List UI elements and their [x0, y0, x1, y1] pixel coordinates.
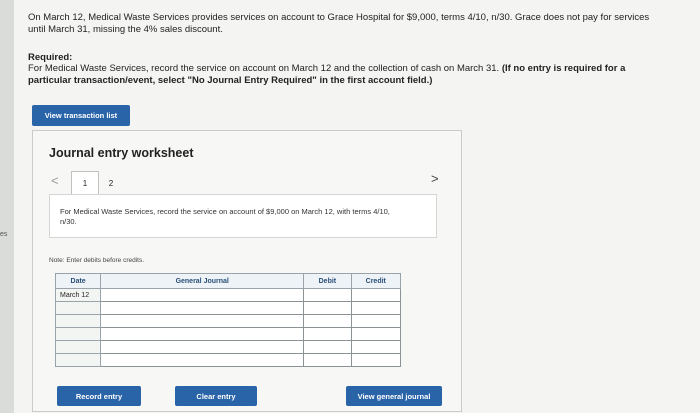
table-row	[56, 315, 401, 328]
credit-input[interactable]	[351, 302, 400, 315]
chevron-right-icon[interactable]: >	[431, 171, 439, 186]
view-general-journal-button[interactable]: View general journal	[346, 386, 442, 406]
required-text	[28, 63, 658, 86]
problem-text: On March 12, Medical Waste Services provides services on account to Grace Hospital for $9,000, terms 4/10, n/30. Grace does not pay for services until March 31, missing the 4% sales discount.	[28, 12, 650, 35]
credit-input[interactable]	[351, 289, 400, 302]
debit-input[interactable]	[304, 289, 351, 302]
sidebar-label: es	[0, 231, 8, 238]
date-cell	[56, 302, 101, 315]
debit-input[interactable]	[304, 302, 351, 315]
table-row	[56, 328, 401, 341]
date-cell: March 12	[56, 289, 101, 302]
clear-entry-button[interactable]: Clear entry	[175, 386, 257, 406]
account-input[interactable]	[101, 289, 304, 302]
table-row	[56, 289, 401, 302]
date-cell	[56, 328, 101, 341]
record-entry-button[interactable]: Record entry	[57, 386, 141, 406]
journal-entry-worksheet	[32, 130, 462, 412]
column-header-credit: Credit	[351, 274, 400, 289]
left-sidebar-strip	[0, 0, 15, 413]
required-instruction: For Medical Waste Services, record the service on account on March 12 and the collection of cash on March 31.	[28, 63, 500, 74]
account-input[interactable]	[101, 315, 304, 328]
credit-input[interactable]	[351, 315, 400, 328]
note-text: Note: Enter debits before credits.	[49, 257, 145, 264]
page-tab-1[interactable]: 1	[71, 171, 99, 194]
account-input[interactable]	[101, 341, 304, 354]
debit-input[interactable]	[304, 315, 351, 328]
chevron-left-icon[interactable]: <	[51, 173, 59, 188]
credit-input[interactable]	[351, 328, 400, 341]
table-header-row	[56, 274, 401, 289]
account-input[interactable]	[101, 354, 304, 367]
date-cell	[56, 315, 101, 328]
page-tab-2[interactable]: 2	[108, 178, 114, 188]
instruction-box	[49, 194, 437, 238]
debit-input[interactable]	[304, 328, 351, 341]
table-row	[56, 341, 401, 354]
account-input[interactable]	[101, 328, 304, 341]
column-header-general-journal: General Journal	[101, 274, 304, 289]
debit-input[interactable]	[304, 354, 351, 367]
column-header-debit: Debit	[304, 274, 351, 289]
credit-input[interactable]	[351, 354, 400, 367]
date-cell	[56, 341, 101, 354]
table-row	[56, 354, 401, 367]
debit-input[interactable]	[304, 341, 351, 354]
required-label: Required:	[28, 52, 73, 63]
worksheet-title: Journal entry worksheet	[49, 146, 194, 160]
table-row	[56, 302, 401, 315]
journal-table	[55, 273, 401, 367]
view-transaction-list-button[interactable]: View transaction list	[32, 105, 130, 126]
required-note: (If no entry is required for a particular transaction/event, select "No Journal Entry Required" in the first account field.)	[28, 63, 626, 86]
date-cell	[56, 354, 101, 367]
instruction-text: For Medical Waste Services, record the service on account of $9,000 on March 12, with terms 4/10, n/30.	[60, 207, 390, 226]
account-input[interactable]	[101, 302, 304, 315]
credit-input[interactable]	[351, 341, 400, 354]
column-header-date: Date	[56, 274, 101, 289]
